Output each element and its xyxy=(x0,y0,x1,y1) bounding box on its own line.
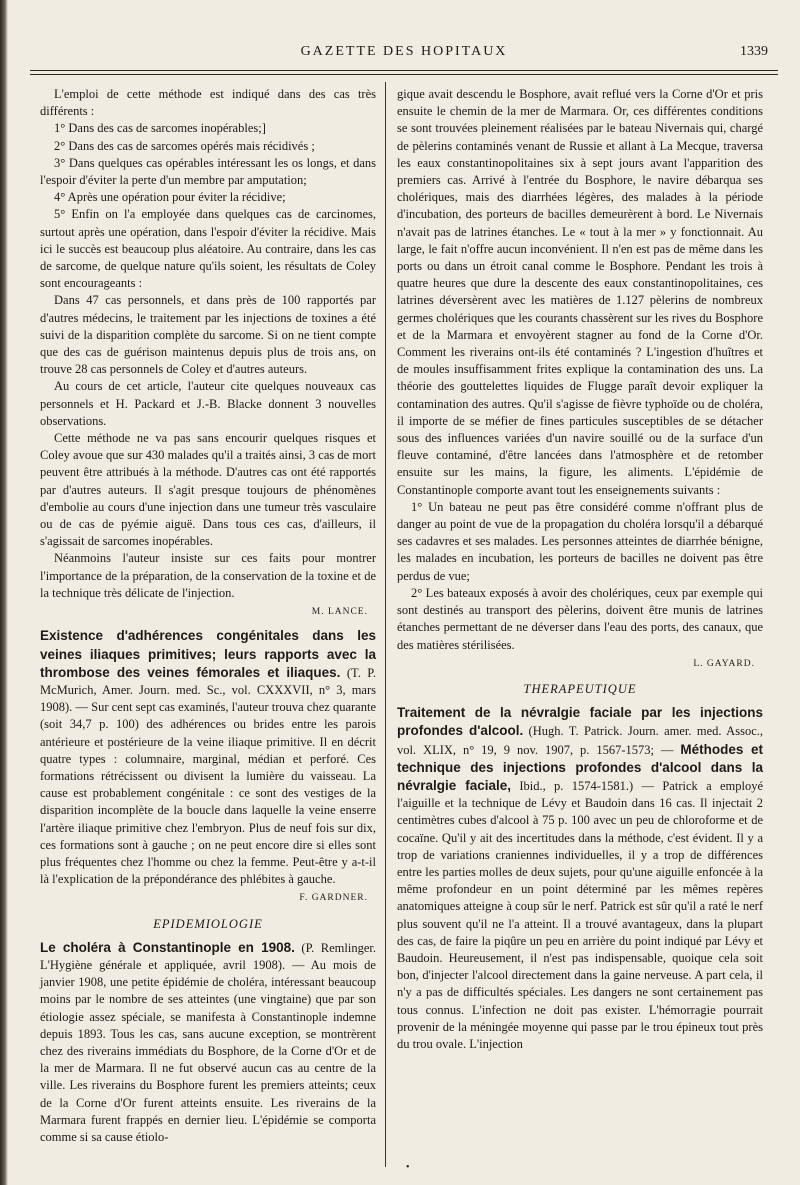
list-item: 4° Après une opération pour éviter la récidive; xyxy=(54,190,286,205)
author-signature: M. LANCE. xyxy=(311,607,368,618)
author-signature: L. GAYARD. xyxy=(693,658,755,669)
list-item: 2° Les bateaux exposés à avoir des cholériques, ceux par exemple qui sont destinés au transport des pèlerins, doivent être munis de latrines étanches permettant de ne déverser dans l'eau des ports, des canaux, que des matières stérilisées. xyxy=(397,585,763,652)
article-body: Ibid., p. 1574-1581.) — Patrick a employé l'aiguille et la technique de Lévy et Baudoin dans 16 cas. Il injectait 2 centimètres cubes d'alcool à 75 p. 100 avec un peu de chloroforme et de cocaïne. Qu'il y ait des incertitudes dans la méthode, c'est évident. Il y a trop de variations craniennes individuelles, il y a trop de différences entre les parties molles de deux sujets, pour qu'une aiguille enfoncée à la même profondeur en un point déterminé par les mêmes repères anatomiques atteigne à coup sûr le nerf. Patrick est sûr qu'il a raté le nerf plus souvent qu'il ne l'a atteint. Il a trouvé avantageux, dans la plupart des cas, de faire la piqûre un peu en arrière du point indiqué par Lévy et Baudoin. Heureusement, il n'est pas indispensable, quoique cela soit bon, d'injecter l'alcool directement dans la gaine nerveuse. A part cela, il n'y a pas de difficultés spéciales. Les dangers ne sont certainement pas tous connus. L'infection ne doit pas exister. L'hémorragie pourrait provenir de la méningée moyenne qui passe par le trou épineux tout près du trou ovale. L'injection xyxy=(397,778,763,1051)
list-item: 5° Enfin on l'a employée dans quelques cas de carcinomes, surtout après une opération, dans l'espoir d'éviter la récidive. Mais ici le succès est beaucoup plus aléatoire. Au contraire, dans les cas de sarcome, de quelque nature qu'ils soient, les résultats de Coley sont encourageants : xyxy=(40,207,376,291)
left-column xyxy=(40,86,376,1146)
journal-title: GAZETTE DES HOPITAUX xyxy=(300,44,508,59)
right-column xyxy=(397,86,763,1053)
paragraph: Néanmoins l'auteur insiste sur ces faits pour montrer l'importance de la préparation, de la conservation de la toxine et de la technique très délicate de l'injection. xyxy=(40,551,376,600)
list-item: 2° Dans des cas de sarcomes opérés mais récidivés ; xyxy=(54,138,315,153)
article-cholera xyxy=(40,939,376,1146)
article-subheadline: Méthodes et technique des injections profondes d'alcool dans la névralgie faciale, xyxy=(397,741,763,793)
paragraph: Dans 47 cas personnels, et dans près de 100 rapportés par d'autres médecins, le traitement par les injections de toxines a été suivi de la disparition complète du sarcome. Si on ne tient compte que des cas de guérison maintenus depuis plus de trois ans, on trouve 28 cas personnels de Coley et d'autres auteurs. xyxy=(40,293,376,377)
paragraph: Cette méthode ne va pas sans encourir quelques risques et Coley avoue que sur 430 malades qu'il a traités ainsi, 3 cas de mort peuvent être attribués à la méthode. D'autres cas ont été rapportés par d'autres auteurs. Il s'agit presque toujours de phénomènes d'embolie au cours d'une injection dans une tumeur très vasculaire ou de cas de pyémie aiguë. Dans tous ces cas, d'ailleurs, il s'agissait de sarcomes inopérables. xyxy=(40,431,376,549)
paragraph: Au cours de cet article, l'auteur cite quelques nouveaux cas personnels et H. Packard et J.-B. Blacke donnent 3 nouvelles observations. xyxy=(40,379,376,428)
article-body: (P. Remlinger. L'Hygiène générale et appliquée, avril 1908). — Au mois de janvier 1908, une petite épidémie de choléra, intéressant beaucoup moins par le nombre de ses atteintes (une vingtaine) que par son étiologie assez spéciale, se manifesta à Constantinople indemne depuis 1893. Tous les cas, sans aucune exception, se montrèrent chez des riverains immédiats du Bosphore, de la Corne d'Or et de la mer de Marmara. Il ne fut observé aucun cas au centre de la ville. Les riverains du Bosphore furent les premiers atteints; ceux de la Corne d'Or furent atteints ensuite. Les riverains de la Marmara furent frappés en dernier lieu. L'épidémie se comporta comme si sa cause étiolo- xyxy=(40,940,376,1144)
paragraph: L'emploi de cette méthode est indiqué dans des cas très différents : xyxy=(40,87,376,119)
article-adherences xyxy=(40,627,376,888)
page-binding-shadow xyxy=(0,0,8,1185)
ornament-dot: • xyxy=(406,1162,410,1173)
article-headline: Traitement de la névralgie faciale par les injections profondes d'alcool. xyxy=(397,705,763,739)
article-reference: (Hugh. T. Patrick. Journ. amer. med. Assoc., vol. XLIX, n° 19, 9 nov. 1907, p. 1567-1573; — xyxy=(397,724,763,757)
article-headline: Le choléra à Constantinople en 1908. xyxy=(40,939,295,955)
page-number: 1339 xyxy=(740,44,768,59)
section-heading: EPIDEMIOLOGIE xyxy=(153,916,263,931)
running-header xyxy=(30,44,778,66)
column-divider xyxy=(385,82,386,1167)
header-rule-thin xyxy=(30,74,778,75)
section-heading: THERAPEUTIQUE xyxy=(523,681,637,696)
article-headline: Existence d'adhérences congénitales dans les veines iliaques primitives; leurs rapports avec la thrombose des veines fémorales et iliaques. xyxy=(40,628,376,680)
paragraph: gique avait descendu le Bosphore, avait reflué vers la Corne d'Or et pris ensuite le chemin de la mer de Marmara. Or, ces différentes conditions se sont trouvées pleinement réalisées par le bateau Nivernais qui, chargé de pèlerins contaminés venant de Russie et allant à La Mecque, traversa les eaux constantinopolitaines six à sept jours avant l'apparition des premiers cas. Arrivé à l'entrée du Bosphore, le navire débarqua ses cholériques, mais des diarrhées légères, des malades à la période d'incubation, des porteurs de bacilles demeurèrent à bord. Le Nivernais n'avait pas de latrines étanches. Le « tout à la mer » y fonctionnait. Au large, le fait n'offre aucun inconvénient. Il n'en est pas de même dans les ports ou dans un étroit canal comme le Bosphore. Pendant les trois à quatre heures que dure la descente des eaux constantinopolitaines, ces latrines déversèrent avec les matières de 1.127 pèlerins de nombreux germes cholériques que les courants chassèrent sur les rives du Bosphore et de la Marmara et envoyèrent stagner au fond de la Corne d'Or. Comment les riverains ont-ils été contaminés ? L'ingestion d'huîtres et de moules insuffisamment frites explique la contamination des uns. La théorie des gouttelettes liquides de Flugge paraît devoir expliquer la contamination des autres. Qu'il s'agisse de fièvre typhoïde ou de choléra, il importe de se méfier de fines particules susceptibles de se détacher sous des influences variées d'un navire souillé ou de la surface d'un fleuve contaminé, d'être lancées dans l'atmosphère et de retomber ensuite sur les mains, la figure, les aliments. L'épidémie de Constantinople comporte avant tout les enseignements suivants : xyxy=(397,87,763,497)
article-nevralgie xyxy=(397,704,763,1053)
list-item: 1° Un bateau ne peut pas être considéré comme n'offrant plus de danger au point de vue de la propagation du choléra lorsqu'il a débarqué ses cadavres et ses malades. Les personnes atteintes de diarrhée bénigne, les malades en incubation, les porteurs de bacilles ne doivent pas être perdus de vue; xyxy=(397,499,763,583)
list-item: 3° Dans quelques cas opérables intéressant les os longs, et dans l'espoir d'éviter la perte d'un membre par amputation; xyxy=(40,155,376,188)
list-item: 1° Dans des cas de sarcomes inopérables;] xyxy=(54,121,266,136)
header-rule xyxy=(30,70,778,71)
author-signature: F. GARDNER. xyxy=(299,893,368,904)
article-body: (T. P. McMurich, Amer. Journ. med. Sc., vol. CXXXVII, n° 3, mars 1908). — Sur cent sept cas examinés, l'auteur trouva chez quarante (soit 34,7 p. 100) des adhérences ou brides entre les parois antérieure et postérieure de la veine iliaque primitive. Il en décrit quatre types : columnaire, marginal, médian et perforé. Ces formations rétrécissent ou divisent la lumière du vaisseau. La cause est probablement congénitale : ce sont des vestiges de la disparition incomplète de la boucle dans laquelle la veine enserre l'artère iliaque primitive chez l'embryon. Plus de neuf fois sur dix, ces formations sont à gauche ; on ne peut encore dire si elles sont plus fréquentes chez l'homme ou chez la femme. Peut-être y a-t-il là l'explication de la prépondérance des phlébites à gauche. xyxy=(40,665,376,887)
